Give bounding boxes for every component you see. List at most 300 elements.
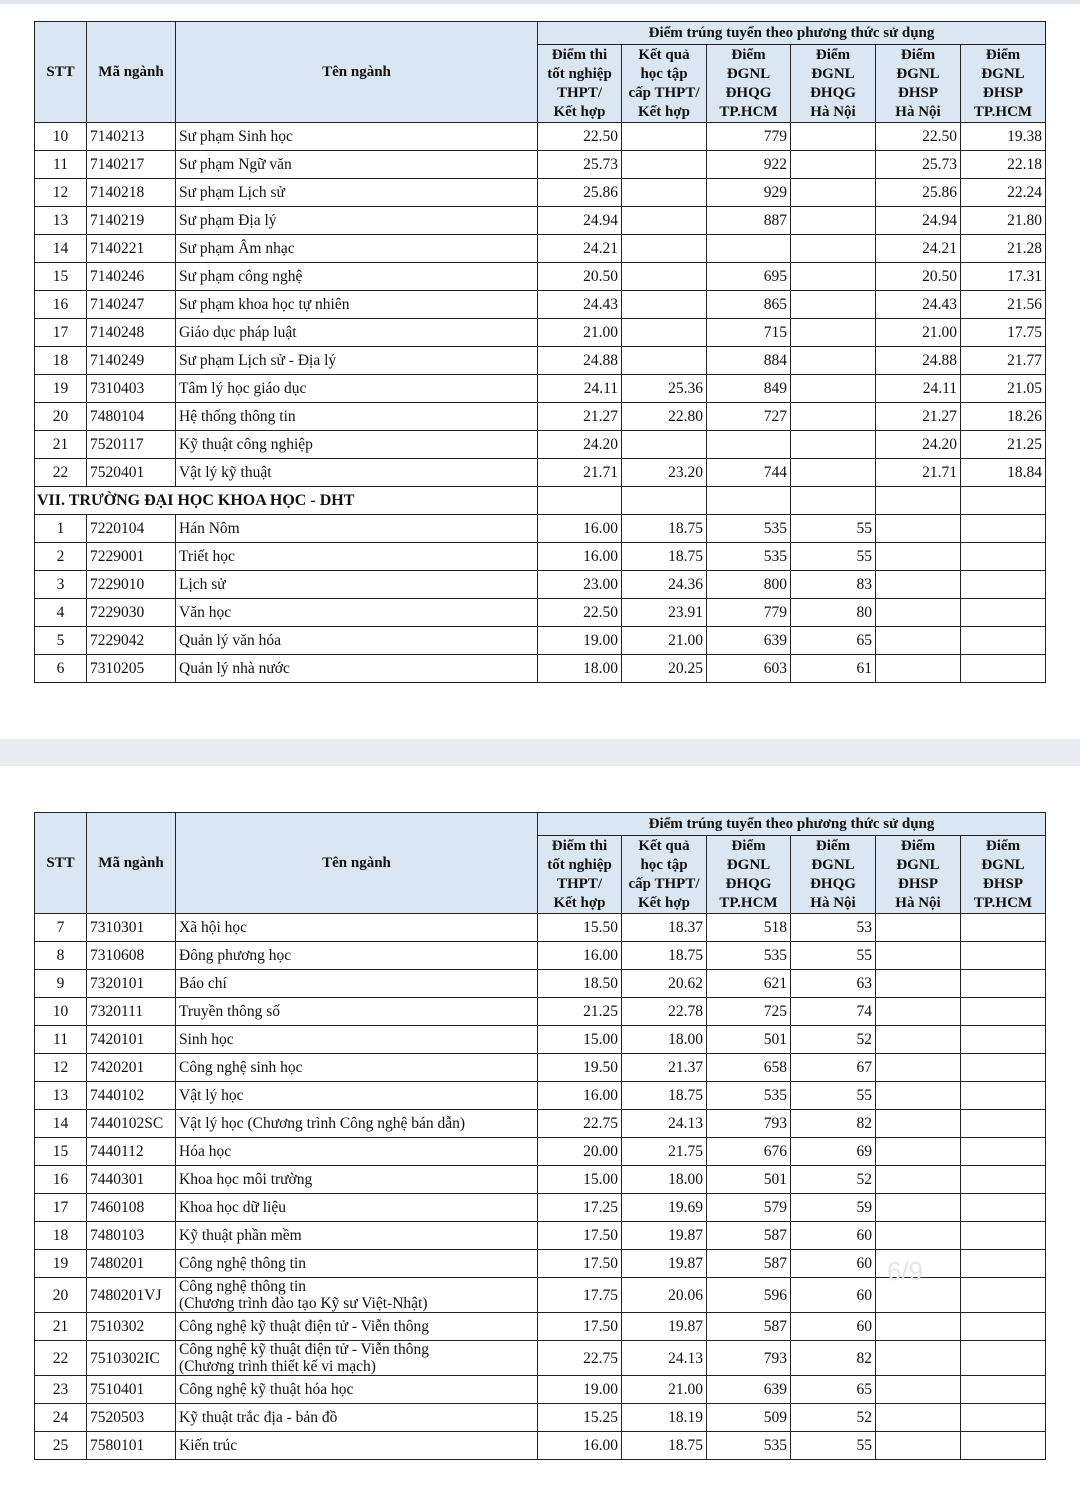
cell-diem-thpt: 25.73 (538, 151, 622, 179)
cell-dgnl-hanoi: 55 (791, 515, 876, 543)
cell-stt: 19 (35, 1250, 87, 1278)
cell-ten-nganh: Hệ thống thông tin (176, 403, 538, 431)
empty-cell (876, 487, 961, 515)
cell-dhsp-hanoi (876, 655, 961, 683)
cell-dhsp-hanoi (876, 1054, 961, 1082)
cell-dgnl-hanoi: 80 (791, 599, 876, 627)
cell-dgnl-hanoi: 63 (791, 970, 876, 998)
table-row (35, 207, 1046, 235)
cell-dhsp-hanoi (876, 914, 961, 942)
section-title: VII. TRƯỜNG ĐẠI HỌC KHOA HỌC - DHT (35, 487, 538, 515)
cell-ten-nganh: Truyền thông số (176, 998, 538, 1026)
cell-stt: 9 (35, 970, 87, 998)
empty-cell (961, 487, 1046, 515)
cell-diem-thpt: 24.43 (538, 291, 622, 319)
cell-dhsp-hanoi (876, 1194, 961, 1222)
cell-dhsp-hcm (961, 1138, 1046, 1166)
col-header-m3: Điểm ĐGNL ĐHQG TP.HCM (707, 45, 791, 123)
cell-hoc-tap: 18.75 (622, 942, 707, 970)
cell-stt: 10 (35, 998, 87, 1026)
cell-hoc-tap: 21.00 (622, 1376, 707, 1404)
cell-dgnl-hanoi (791, 207, 876, 235)
cell-hoc-tap (622, 179, 707, 207)
cell-hoc-tap (622, 123, 707, 151)
cell-dgnl-hcm: 535 (707, 1432, 791, 1460)
cell-ma-nganh: 7229001 (87, 543, 176, 571)
table-row (35, 655, 1046, 683)
cell-stt: 11 (35, 151, 87, 179)
cell-dhsp-hcm (961, 571, 1046, 599)
cell-ma-nganh: 7440112 (87, 1138, 176, 1166)
cell-stt: 24 (35, 1404, 87, 1432)
cell-dgnl-hcm: 639 (707, 627, 791, 655)
cell-dgnl-hanoi: 82 (791, 1110, 876, 1138)
cell-dhsp-hanoi (876, 571, 961, 599)
cell-ma-nganh: 7229030 (87, 599, 176, 627)
cell-dgnl-hanoi: 60 (791, 1278, 876, 1313)
cell-ten-nganh: Lịch sử (176, 571, 538, 599)
cell-diem-thpt: 20.50 (538, 263, 622, 291)
cell-ma-nganh: 7140247 (87, 291, 176, 319)
cell-ma-nganh: 7229042 (87, 627, 176, 655)
cell-dgnl-hcm: 884 (707, 347, 791, 375)
cell-ma-nganh: 7140218 (87, 179, 176, 207)
cell-hoc-tap: 18.19 (622, 1404, 707, 1432)
cell-hoc-tap: 19.69 (622, 1194, 707, 1222)
cell-diem-thpt: 23.00 (538, 571, 622, 599)
cell-dgnl-hcm: 849 (707, 375, 791, 403)
cell-ten-nganh: Triết học (176, 543, 538, 571)
cell-hoc-tap: 22.80 (622, 403, 707, 431)
cell-dhsp-hcm (961, 1110, 1046, 1138)
cell-diem-thpt: 21.00 (538, 319, 622, 347)
cell-ma-nganh: 7140213 (87, 123, 176, 151)
cell-ma-nganh: 7140248 (87, 319, 176, 347)
cell-ma-nganh: 7480201 (87, 1250, 176, 1278)
cell-hoc-tap: 25.36 (622, 375, 707, 403)
cell-stt: 14 (35, 1110, 87, 1138)
cell-ma-nganh: 7140249 (87, 347, 176, 375)
cell-stt: 10 (35, 123, 87, 151)
cell-dhsp-hcm (961, 998, 1046, 1026)
cell-hoc-tap: 24.13 (622, 1341, 707, 1376)
table-row (35, 291, 1046, 319)
cell-dhsp-hanoi (876, 1432, 961, 1460)
cell-dhsp-hcm: 17.31 (961, 263, 1046, 291)
cell-dhsp-hcm (961, 1376, 1046, 1404)
cell-diem-thpt: 24.94 (538, 207, 622, 235)
cell-ten-nganh: Khoa học môi trường (176, 1166, 538, 1194)
cell-dgnl-hanoi (791, 431, 876, 459)
col-header-m2: Kết quả học tập cấp THPT/ Kết hợp (622, 836, 707, 914)
cell-ten-nganh: Sư phạm khoa học tự nhiên (176, 291, 538, 319)
cell-dgnl-hcm: 887 (707, 207, 791, 235)
empty-cell (707, 487, 791, 515)
cell-dgnl-hanoi (791, 123, 876, 151)
cell-ma-nganh: 7140217 (87, 151, 176, 179)
cell-diem-thpt: 22.75 (538, 1110, 622, 1138)
cell-dhsp-hcm (961, 543, 1046, 571)
table-row (35, 1194, 1046, 1222)
cell-ma-nganh: 7580101 (87, 1432, 176, 1460)
score-table-page-1 (34, 21, 1046, 683)
cell-dhsp-hcm: 21.77 (961, 347, 1046, 375)
table-row (35, 1222, 1046, 1250)
cell-stt: 16 (35, 1166, 87, 1194)
cell-hoc-tap: 21.37 (622, 1054, 707, 1082)
table-row (35, 1376, 1046, 1404)
cell-dgnl-hcm: 535 (707, 543, 791, 571)
cell-dhsp-hanoi (876, 1404, 961, 1432)
table-row (35, 627, 1046, 655)
cell-diem-thpt: 20.00 (538, 1138, 622, 1166)
cell-ten-nganh: Công nghệ kỹ thuật điện tử - Viễn thông (176, 1313, 538, 1341)
cell-stt: 21 (35, 431, 87, 459)
cell-stt: 18 (35, 347, 87, 375)
cell-dhsp-hanoi (876, 1222, 961, 1250)
cell-dgnl-hcm: 509 (707, 1404, 791, 1432)
cell-dgnl-hanoi: 60 (791, 1250, 876, 1278)
table-row (35, 347, 1046, 375)
cell-ten-nganh: Công nghệ kỹ thuật hóa học (176, 1376, 538, 1404)
cell-dhsp-hanoi (876, 1376, 961, 1404)
cell-diem-thpt: 15.00 (538, 1026, 622, 1054)
col-header-m6: Điểm ĐGNL ĐHSP TP.HCM (961, 45, 1046, 123)
cell-hoc-tap: 19.87 (622, 1250, 707, 1278)
cell-dgnl-hanoi (791, 459, 876, 487)
cell-dgnl-hanoi: 55 (791, 1082, 876, 1110)
cell-dhsp-hanoi (876, 1082, 961, 1110)
col-header-m5: Điểm ĐGNL ĐHSP Hà Nội (876, 45, 961, 123)
cell-ma-nganh: 7440102 (87, 1082, 176, 1110)
cell-diem-thpt: 18.50 (538, 970, 622, 998)
cell-ten-nganh: Đông phương học (176, 942, 538, 970)
cell-ma-nganh: 7480201VJ (87, 1278, 176, 1313)
table-row (35, 1026, 1046, 1054)
cell-diem-thpt: 17.50 (538, 1250, 622, 1278)
cell-hoc-tap (622, 263, 707, 291)
cell-ma-nganh: 7510302 (87, 1313, 176, 1341)
cell-dgnl-hcm: 779 (707, 123, 791, 151)
cell-ten-nganh: Sư phạm Địa lý (176, 207, 538, 235)
cell-dgnl-hanoi: 83 (791, 571, 876, 599)
cell-dhsp-hanoi (876, 1313, 961, 1341)
table-row (35, 151, 1046, 179)
table-row (35, 263, 1046, 291)
cell-ma-nganh: 7480104 (87, 403, 176, 431)
cell-diem-thpt: 15.00 (538, 1166, 622, 1194)
cell-ten-nganh: Sư phạm công nghệ (176, 263, 538, 291)
cell-ma-nganh: 7440301 (87, 1166, 176, 1194)
cell-dgnl-hcm: 535 (707, 1082, 791, 1110)
cell-diem-thpt: 17.75 (538, 1278, 622, 1313)
cell-ma-nganh: 7420101 (87, 1026, 176, 1054)
cell-diem-thpt: 24.21 (538, 235, 622, 263)
cell-ma-nganh: 7520117 (87, 431, 176, 459)
cell-dgnl-hanoi: 61 (791, 655, 876, 683)
cell-ten-nganh: Sư phạm Lịch sử - Địa lý (176, 347, 538, 375)
cell-dgnl-hanoi: 55 (791, 942, 876, 970)
cell-dhsp-hanoi: 25.73 (876, 151, 961, 179)
cell-dhsp-hanoi: 24.20 (876, 431, 961, 459)
cell-diem-thpt: 19.00 (538, 1376, 622, 1404)
page-indicator: 6/9 (887, 1256, 924, 1286)
cell-diem-thpt: 19.00 (538, 627, 622, 655)
col-header-ten-nganh: Tên ngành (176, 22, 538, 123)
cell-diem-thpt: 17.50 (538, 1313, 622, 1341)
cell-hoc-tap: 23.91 (622, 599, 707, 627)
cell-ten-nganh: Công nghệ thông tin (Chương trình đào tạo Kỹ sư Việt-Nhật) (176, 1278, 538, 1313)
cell-hoc-tap: 22.78 (622, 998, 707, 1026)
col-header-m1: Điểm thi tốt nghiệp THPT/ Kết hợp (538, 45, 622, 123)
cell-dgnl-hanoi: 60 (791, 1222, 876, 1250)
cell-ma-nganh: 7510401 (87, 1376, 176, 1404)
cell-ten-nganh: Sư phạm Lịch sử (176, 179, 538, 207)
cell-dhsp-hanoi (876, 1110, 961, 1138)
cell-ten-nganh: Tâm lý học giáo dục (176, 375, 538, 403)
cell-dgnl-hanoi: 53 (791, 914, 876, 942)
cell-dgnl-hcm: 579 (707, 1194, 791, 1222)
cell-dhsp-hcm (961, 1278, 1046, 1313)
table-row (35, 375, 1046, 403)
cell-dgnl-hanoi: 69 (791, 1138, 876, 1166)
cell-dgnl-hcm: 535 (707, 515, 791, 543)
cell-dhsp-hcm: 21.80 (961, 207, 1046, 235)
cell-dgnl-hanoi: 55 (791, 1432, 876, 1460)
cell-dgnl-hanoi: 82 (791, 1341, 876, 1376)
table-row (35, 1166, 1046, 1194)
cell-ma-nganh: 7310608 (87, 942, 176, 970)
cell-hoc-tap (622, 431, 707, 459)
table-row (35, 431, 1046, 459)
col-group-header: Điểm trúng tuyển theo phương thức sử dụng (538, 813, 1046, 836)
cell-stt: 20 (35, 403, 87, 431)
cell-diem-thpt: 21.25 (538, 998, 622, 1026)
table-row (35, 571, 1046, 599)
cell-dhsp-hcm (961, 1341, 1046, 1376)
cell-stt: 2 (35, 543, 87, 571)
col-header-stt: STT (35, 22, 87, 123)
cell-hoc-tap: 21.00 (622, 627, 707, 655)
cell-dhsp-hcm: 21.05 (961, 375, 1046, 403)
cell-dhsp-hcm: 21.28 (961, 235, 1046, 263)
cell-dgnl-hcm: 587 (707, 1222, 791, 1250)
table-row (35, 1341, 1046, 1376)
cell-stt: 17 (35, 1194, 87, 1222)
cell-dgnl-hcm: 793 (707, 1341, 791, 1376)
table-header (35, 813, 1046, 914)
cell-dhsp-hanoi (876, 1026, 961, 1054)
cell-hoc-tap: 18.75 (622, 1082, 707, 1110)
cell-ma-nganh: 7520401 (87, 459, 176, 487)
cell-ma-nganh: 7320111 (87, 998, 176, 1026)
cell-hoc-tap: 23.20 (622, 459, 707, 487)
cell-dhsp-hanoi: 24.21 (876, 235, 961, 263)
cell-dgnl-hcm: 501 (707, 1026, 791, 1054)
cell-ma-nganh: 7440102SC (87, 1110, 176, 1138)
cell-diem-thpt: 16.00 (538, 543, 622, 571)
cell-dhsp-hanoi: 20.50 (876, 263, 961, 291)
table-row (35, 459, 1046, 487)
cell-hoc-tap: 18.75 (622, 543, 707, 571)
cell-stt: 13 (35, 1082, 87, 1110)
cell-dhsp-hcm (961, 1222, 1046, 1250)
col-header-ma-nganh: Mã ngành (87, 813, 176, 914)
cell-ma-nganh: 7310403 (87, 375, 176, 403)
cell-stt: 7 (35, 914, 87, 942)
cell-ten-nganh: Công nghệ thông tin (176, 1250, 538, 1278)
cell-ten-nganh: Kỹ thuật công nghiệp (176, 431, 538, 459)
cell-ten-nganh: Kỹ thuật trắc địa - bản đồ (176, 1404, 538, 1432)
table-row (35, 1404, 1046, 1432)
cell-dhsp-hanoi: 25.86 (876, 179, 961, 207)
cell-diem-thpt: 21.71 (538, 459, 622, 487)
cell-dhsp-hcm: 17.75 (961, 319, 1046, 347)
cell-diem-thpt: 24.11 (538, 375, 622, 403)
cell-hoc-tap: 24.13 (622, 1110, 707, 1138)
cell-dgnl-hanoi: 65 (791, 627, 876, 655)
table-row (35, 1313, 1046, 1341)
cell-ten-nganh: Công nghệ sinh học (176, 1054, 538, 1082)
cell-dgnl-hcm: 596 (707, 1278, 791, 1313)
cell-dhsp-hcm (961, 1432, 1046, 1460)
cell-diem-thpt: 19.50 (538, 1054, 622, 1082)
table-row (35, 123, 1046, 151)
cell-dgnl-hcm: 715 (707, 319, 791, 347)
cell-diem-thpt: 16.00 (538, 1432, 622, 1460)
cell-dgnl-hcm: 695 (707, 263, 791, 291)
cell-dhsp-hcm: 22.18 (961, 151, 1046, 179)
section-row (35, 487, 1046, 515)
cell-ma-nganh: 7320101 (87, 970, 176, 998)
cell-dgnl-hanoi: 60 (791, 1313, 876, 1341)
cell-dhsp-hanoi (876, 543, 961, 571)
cell-dhsp-hcm: 21.56 (961, 291, 1046, 319)
cell-diem-thpt: 16.00 (538, 942, 622, 970)
empty-cell (622, 487, 707, 515)
score-table-page-2 (34, 812, 1046, 1460)
cell-hoc-tap: 20.62 (622, 970, 707, 998)
cell-dhsp-hanoi (876, 599, 961, 627)
table-row (35, 1138, 1046, 1166)
cell-stt: 16 (35, 291, 87, 319)
cell-stt: 5 (35, 627, 87, 655)
cell-ten-nganh: Sư phạm Âm nhạc (176, 235, 538, 263)
cell-stt: 15 (35, 263, 87, 291)
cell-dhsp-hcm (961, 1250, 1046, 1278)
cell-ten-nganh: Xã hội học (176, 914, 538, 942)
cell-hoc-tap (622, 207, 707, 235)
table-row (35, 319, 1046, 347)
cell-dhsp-hcm (961, 1313, 1046, 1341)
cell-ten-nganh: Kỹ thuật phần mềm (176, 1222, 538, 1250)
cell-dgnl-hcm (707, 431, 791, 459)
cell-ma-nganh: 7510302IC (87, 1341, 176, 1376)
cell-dgnl-hanoi: 59 (791, 1194, 876, 1222)
cell-dhsp-hanoi: 21.27 (876, 403, 961, 431)
table-row (35, 914, 1046, 942)
cell-dgnl-hcm: 676 (707, 1138, 791, 1166)
cell-ten-nganh: Hóa học (176, 1138, 538, 1166)
cell-stt: 17 (35, 319, 87, 347)
cell-hoc-tap (622, 347, 707, 375)
cell-dhsp-hanoi (876, 1166, 961, 1194)
col-header-m6: Điểm ĐGNL ĐHSP TP.HCM (961, 836, 1046, 914)
table-row (35, 1432, 1046, 1460)
table-body (35, 123, 1046, 683)
cell-dgnl-hanoi: 55 (791, 543, 876, 571)
cell-ten-nganh: Kiến trúc (176, 1432, 538, 1460)
table-row (35, 1110, 1046, 1138)
cell-dgnl-hcm: 922 (707, 151, 791, 179)
cell-dhsp-hanoi: 24.94 (876, 207, 961, 235)
cell-stt: 13 (35, 207, 87, 235)
cell-stt: 8 (35, 942, 87, 970)
cell-ma-nganh: 7229010 (87, 571, 176, 599)
top-edge (0, 0, 1080, 4)
cell-hoc-tap: 18.00 (622, 1026, 707, 1054)
cell-hoc-tap (622, 235, 707, 263)
cell-diem-thpt: 24.88 (538, 347, 622, 375)
table-row (35, 403, 1046, 431)
cell-dgnl-hanoi: 67 (791, 1054, 876, 1082)
table-body (35, 914, 1046, 1460)
cell-dgnl-hanoi (791, 235, 876, 263)
cell-dgnl-hcm: 929 (707, 179, 791, 207)
cell-ten-nganh: Sư phạm Ngữ văn (176, 151, 538, 179)
cell-ten-nganh: Công nghệ kỹ thuật điện tử - Viễn thông (Chương trình thiết kế vi mạch) (176, 1341, 538, 1376)
col-header-m5: Điểm ĐGNL ĐHSP Hà Nội (876, 836, 961, 914)
cell-ma-nganh: 7310205 (87, 655, 176, 683)
cell-hoc-tap (622, 319, 707, 347)
table-row (35, 970, 1046, 998)
cell-dgnl-hanoi (791, 291, 876, 319)
cell-hoc-tap: 20.25 (622, 655, 707, 683)
cell-diem-thpt: 15.50 (538, 914, 622, 942)
cell-hoc-tap: 24.36 (622, 571, 707, 599)
cell-ma-nganh: 7460108 (87, 1194, 176, 1222)
cell-dgnl-hcm: 535 (707, 942, 791, 970)
cell-stt: 1 (35, 515, 87, 543)
cell-stt: 23 (35, 1376, 87, 1404)
cell-dgnl-hanoi (791, 403, 876, 431)
cell-hoc-tap: 18.37 (622, 914, 707, 942)
cell-dgnl-hanoi: 52 (791, 1404, 876, 1432)
cell-stt: 6 (35, 655, 87, 683)
col-header-m4: Điểm ĐGNL ĐHQG Hà Nội (791, 45, 876, 123)
cell-ten-nganh: Vật lý kỹ thuật (176, 459, 538, 487)
cell-dgnl-hanoi (791, 263, 876, 291)
cell-stt: 21 (35, 1313, 87, 1341)
cell-dhsp-hcm (961, 942, 1046, 970)
cell-diem-thpt: 17.25 (538, 1194, 622, 1222)
cell-dhsp-hanoi: 21.71 (876, 459, 961, 487)
cell-dgnl-hcm: 779 (707, 599, 791, 627)
cell-stt: 25 (35, 1432, 87, 1460)
cell-hoc-tap: 18.75 (622, 1432, 707, 1460)
table-row (35, 235, 1046, 263)
col-group-header: Điểm trúng tuyển theo phương thức sử dụng (538, 22, 1046, 45)
cell-diem-thpt: 25.86 (538, 179, 622, 207)
cell-dgnl-hcm: 587 (707, 1313, 791, 1341)
cell-dhsp-hanoi: 22.50 (876, 123, 961, 151)
cell-dgnl-hcm: 518 (707, 914, 791, 942)
cell-ma-nganh: 7140221 (87, 235, 176, 263)
table-row (35, 998, 1046, 1026)
cell-dhsp-hcm: 18.26 (961, 403, 1046, 431)
cell-ten-nganh: Hán Nôm (176, 515, 538, 543)
cell-dhsp-hcm: 18.84 (961, 459, 1046, 487)
